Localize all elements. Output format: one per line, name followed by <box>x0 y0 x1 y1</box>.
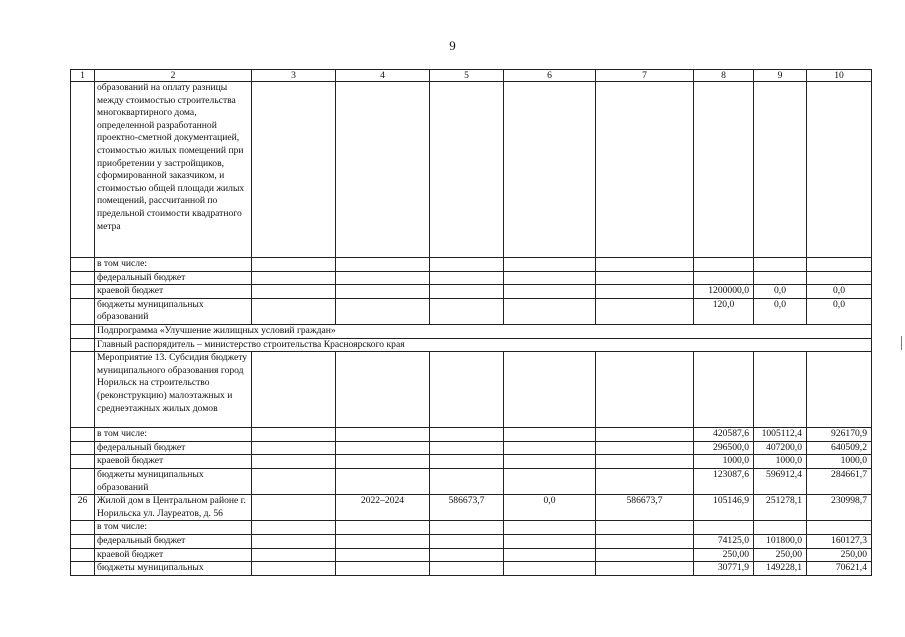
value-year-2: 251278,1 <box>754 495 807 521</box>
value-year-1: 420587,6 <box>694 428 754 442</box>
subprogram-title: Подпрограмма «Улучшение жилищных условий граждан» <box>95 324 872 338</box>
construction-period: 2022–2024 <box>336 495 430 521</box>
row-description: краевой бюджет <box>95 455 252 469</box>
budget-table <box>70 69 872 576</box>
value-year-1: 30771,9 <box>694 562 754 576</box>
table-row <box>71 82 872 258</box>
row-description: бюджеты муниципальных образований <box>95 468 252 494</box>
value-year-2: 149228,1 <box>754 562 807 576</box>
value-year-3: 0,0 <box>807 298 872 324</box>
value-year-3: 0,0 <box>807 285 872 299</box>
header-cell-6: 6 <box>504 70 596 82</box>
value-year-2: 0,0 <box>754 298 807 324</box>
row-description: бюджеты муниципальных образований <box>95 298 252 324</box>
table-row <box>71 548 872 562</box>
header-cell-9: 9 <box>754 70 807 82</box>
header-cell-3: 3 <box>252 70 336 82</box>
value-year-2: 596912,4 <box>754 468 807 494</box>
row-description: федеральный бюджет <box>95 534 252 548</box>
row-description: краевой бюджет <box>95 548 252 562</box>
row-description: бюджеты муниципальных <box>95 562 252 576</box>
header-row <box>71 70 872 82</box>
table-row <box>71 468 872 494</box>
page-number: 9 <box>449 38 456 53</box>
value-year-3: 640509,2 <box>807 441 872 455</box>
funded-before: 0,0 <box>504 495 596 521</box>
table-row <box>71 352 872 428</box>
value-year-1: 123087,6 <box>694 468 754 494</box>
header-cell-8: 8 <box>694 70 754 82</box>
table-row <box>71 495 872 521</box>
table-row <box>71 271 872 285</box>
value-year-2: 407200,0 <box>754 441 807 455</box>
value-year-3: 1000,0 <box>807 455 872 469</box>
header-cell-1: 1 <box>71 70 95 82</box>
table-row <box>71 441 872 455</box>
value-year-3: 250,00 <box>807 548 872 562</box>
value-year-3: 160127,3 <box>807 534 872 548</box>
object-title: Жилой дом в Центральном районе г. Норильска ул. Лауреатов, д. 56 <box>95 495 252 521</box>
row-description: федеральный бюджет <box>95 271 252 285</box>
table-row <box>71 258 872 272</box>
row-description: в том числе: <box>95 258 252 272</box>
row-description: краевой бюджет <box>95 285 252 299</box>
table-row <box>71 534 872 548</box>
header-cell-7: 7 <box>596 70 694 82</box>
value-year-2: 0,0 <box>754 285 807 299</box>
distributor-row <box>71 338 872 352</box>
value-year-1: 1200000,0 <box>694 285 754 299</box>
main-distributor: Главный распорядитель – министерство строительства Красноярского края <box>95 338 872 352</box>
value-year-3: 70621,4 <box>807 562 872 576</box>
value-year-1: 74125,0 <box>694 534 754 548</box>
table-row <box>71 521 872 535</box>
row-description: федеральный бюджет <box>95 441 252 455</box>
table-row <box>71 298 872 324</box>
table-row <box>71 428 872 442</box>
value-year-3: 284661,7 <box>807 468 872 494</box>
value-year-1: 250,00 <box>694 548 754 562</box>
table-row <box>71 562 872 576</box>
header-cell-5: 5 <box>430 70 504 82</box>
value-year-1: 120,0 <box>694 298 754 324</box>
remaining-cost: 586673,7 <box>596 495 694 521</box>
header-cell-2: 2 <box>95 70 252 82</box>
estimated-cost: 586673,7 <box>430 495 504 521</box>
value-year-2: 1000,0 <box>754 455 807 469</box>
value-year-1: 296500,0 <box>694 441 754 455</box>
row-description: образований на оплату разницы между стоимостью строительства многоквартирного дома, определенной разработанной проектно-сметной документацией, стоимостью жилых помещений при приобретении у застройщиков, сформированной заказчиком, и стоимостью общей площади жилых помещений, рассчитанной по предельной стоимости квадратного метра <box>95 82 252 258</box>
header-cell-4: 4 <box>336 70 430 82</box>
value-year-1: 1000,0 <box>694 455 754 469</box>
row-number: 26 <box>71 495 95 521</box>
row-description: в том числе: <box>95 428 252 442</box>
value-year-2: 101800,0 <box>754 534 807 548</box>
value-year-2: 1005112,4 <box>754 428 807 442</box>
subprogram-row <box>71 324 872 338</box>
value-year-3: 230998,7 <box>807 495 872 521</box>
row-description: в том числе: <box>95 521 252 535</box>
value-year-1: 105146,9 <box>694 495 754 521</box>
scan-edge-mark <box>901 336 902 350</box>
value-year-2: 250,00 <box>754 548 807 562</box>
measure-title: Мероприятие 13. Субсидия бюджету муниципального образования город Норильск на строительство (реконструкцию) малоэтажных и среднеэтажных жилых домов <box>95 352 252 428</box>
table-row <box>71 285 872 299</box>
header-cell-10: 10 <box>807 70 872 82</box>
table-row <box>71 455 872 469</box>
value-year-3: 926170,9 <box>807 428 872 442</box>
